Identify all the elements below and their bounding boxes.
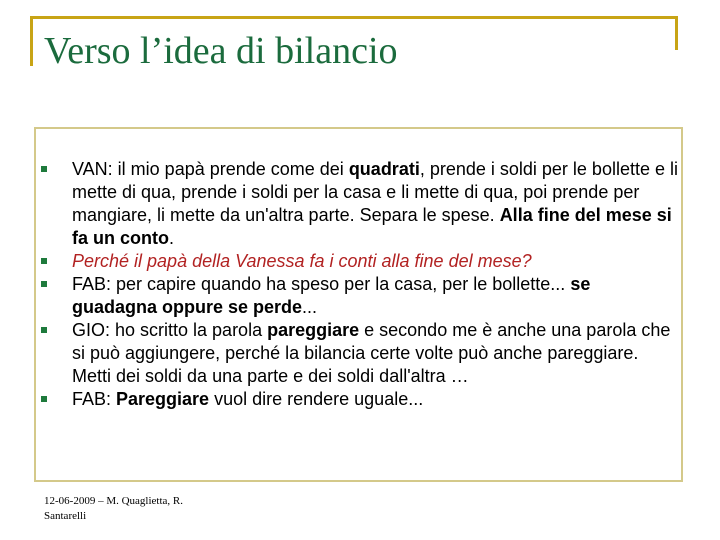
bullet-text: Perché il papà della Vanessa fa i conti alla fine del mese? — [72, 251, 532, 271]
square-bullet-icon — [41, 258, 47, 264]
bullet-item-gio — [40, 319, 680, 388]
text-segment-bold: Pareggiare — [116, 389, 210, 409]
bullet-text — [72, 389, 423, 409]
square-bullet-icon — [41, 281, 47, 287]
text-segment: FAB: — [72, 389, 117, 409]
text-segment-bold: se guadagna oppure se perde — [72, 274, 591, 317]
title-top-rule — [30, 16, 678, 19]
bullet-item-question — [40, 250, 680, 273]
text-segment: ... — [302, 297, 318, 317]
text-segment-bold: quadrati — [348, 159, 420, 179]
text-segment: . — [169, 228, 175, 248]
square-bullet-icon — [41, 327, 47, 333]
slide-title: Verso l’idea di bilancio — [44, 30, 398, 72]
bullet-text — [72, 274, 590, 317]
text-segment: , prende i soldi per le bollette e li mette di qua, prende i soldi per la casa e li mette di qua, poi prende per mangiare, li mette da un'altra parte. Separa le spese. — [72, 159, 678, 225]
square-bullet-icon — [41, 166, 47, 172]
title-right-rule — [675, 16, 678, 50]
bullet-list — [40, 158, 680, 411]
text-segment: vuol dire rendere uguale... — [209, 389, 424, 409]
bullet-item-fab-1 — [40, 273, 680, 319]
bullet-item-fab-2 — [40, 388, 680, 411]
bullet-text — [72, 320, 670, 386]
square-bullet-icon — [41, 396, 47, 402]
text-segment-bold: Alla fine del mese si fa un conto — [72, 205, 672, 248]
title-left-rule — [30, 16, 33, 66]
bullet-item-van — [40, 158, 680, 250]
text-segment: FAB: per capire quando ha speso per la casa, per le bollette... — [72, 274, 571, 294]
bullet-text — [72, 159, 678, 248]
text-segment: GIO: ho scritto la parola — [72, 320, 268, 340]
text-segment-bold: pareggiare — [267, 320, 360, 340]
text-segment: e secondo me è anche una parola che si può aggiungere, perché la bilancia certe volte può anche pareggiare. Metti dei soldi da una parte e dei soldi dall'altra … — [72, 320, 671, 386]
slide-footer: 12-06-2009 – M. Quaglietta, R. Santarelli — [44, 495, 184, 522]
text-segment: VAN: il mio papà prende come dei — [72, 159, 349, 179]
